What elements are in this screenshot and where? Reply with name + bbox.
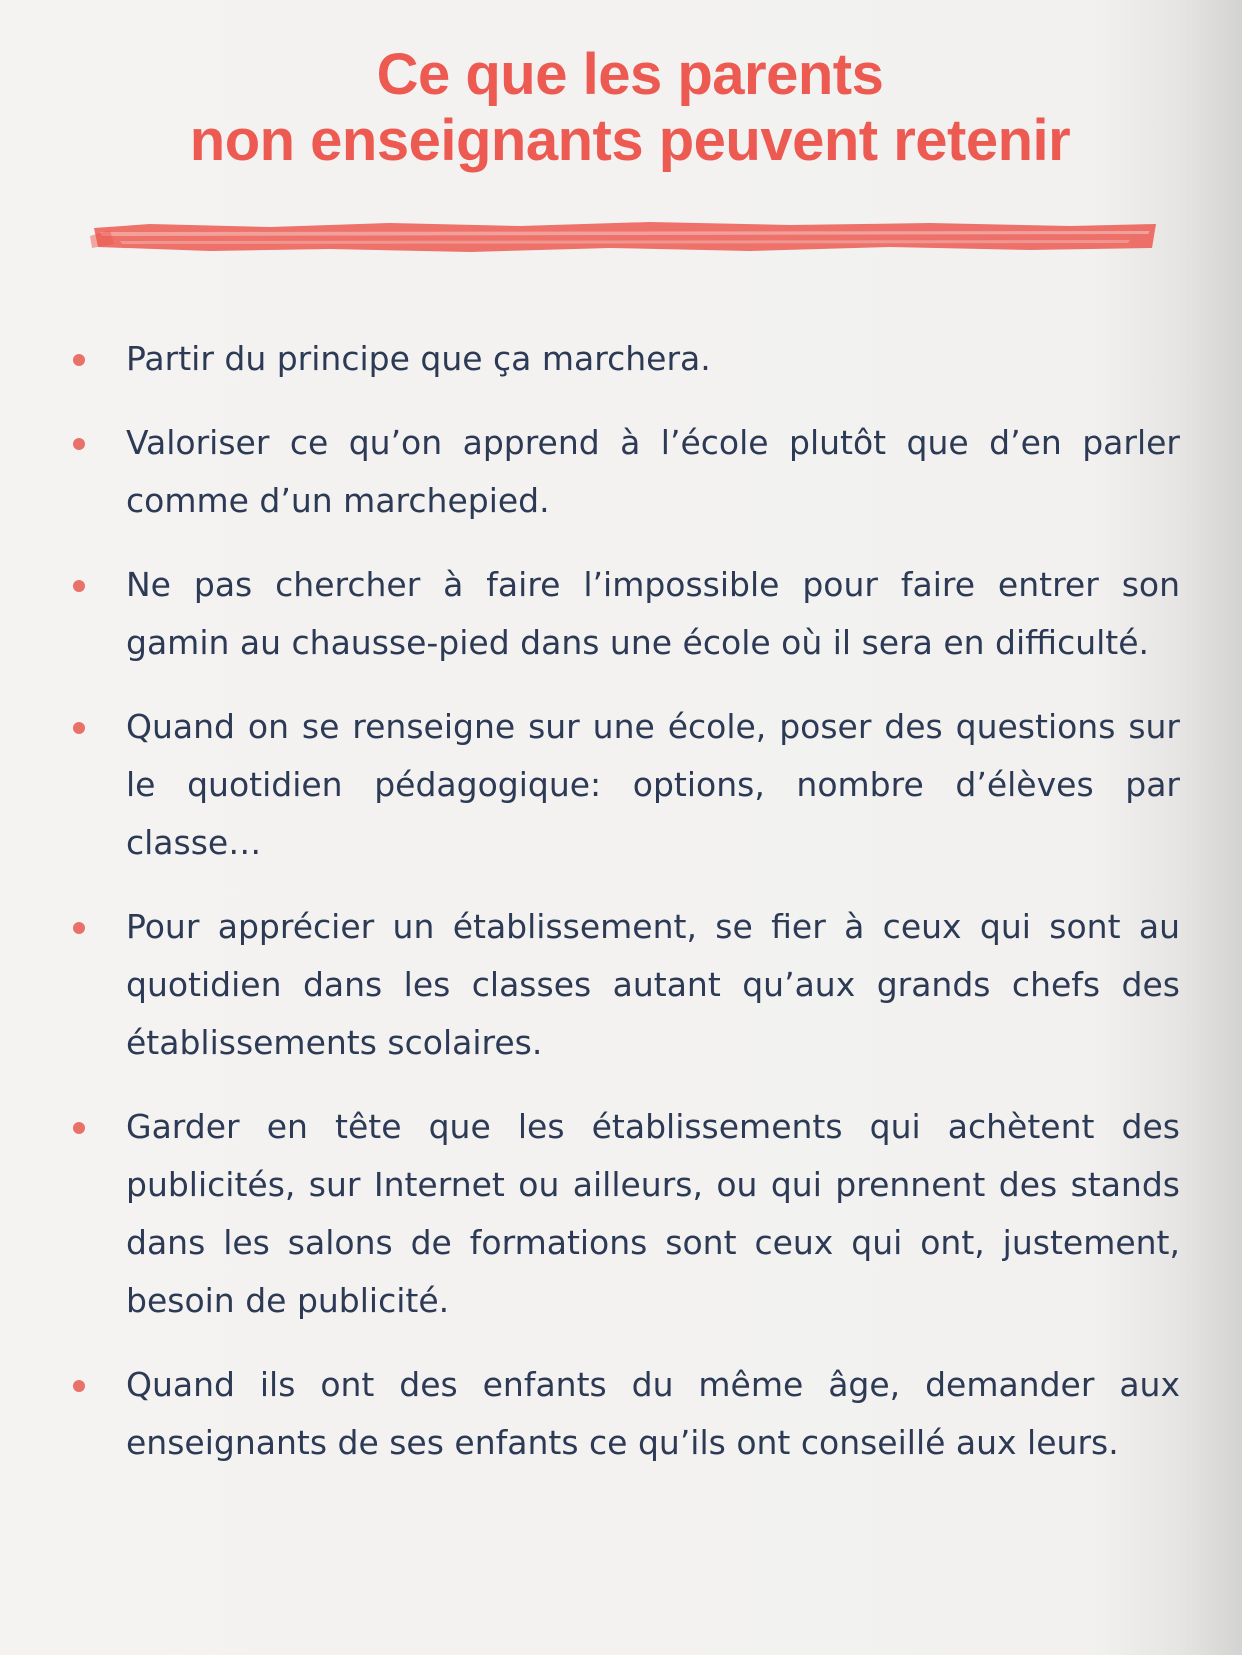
list-item: [60, 1356, 1180, 1472]
title-line-1: Ce que les parents: [376, 42, 884, 107]
advice-list: [60, 330, 1180, 1498]
list-item: [60, 556, 1180, 672]
bullet-icon: [73, 1122, 85, 1134]
list-item: [60, 698, 1180, 872]
list-item-text: Partir du principe que ça marchera.: [126, 339, 711, 378]
list-item-text: Valoriser ce qu’on apprend à l’école plutôt que d’en parler comme d’un marchepied.: [126, 423, 1180, 520]
list-item: [60, 330, 1180, 388]
bullet-icon: [73, 438, 85, 450]
list-item-text: Pour apprécier un établissement, se fier à ceux qui sont au quotidien dans les classes autant qu’aux grands chefs des établissements scolaires.: [126, 907, 1180, 1062]
list-item-text: Quand on se renseigne sur une école, poser des questions sur le quotidien pédagogique: options, nombre d’élèves par classe…: [126, 707, 1180, 862]
bullet-icon: [73, 722, 85, 734]
page-title: [70, 42, 1190, 174]
list-item-text: Ne pas chercher à faire l’impossible pour faire entrer son gamin au chausse-pied dans une école où il sera en difficulté.: [126, 565, 1180, 662]
list-item-text: Quand ils ont des enfants du même âge, demander aux enseignants de ses enfants ce qu’ils ont conseillé aux leurs.: [126, 1365, 1180, 1462]
bullet-icon: [73, 1380, 85, 1392]
bullet-icon: [73, 580, 85, 592]
title-line-2: non enseignants peuvent retenir: [189, 108, 1071, 173]
bullet-icon: [73, 922, 85, 934]
list-item: [60, 898, 1180, 1072]
bullet-icon: [73, 354, 85, 366]
list-item: [60, 414, 1180, 530]
list-item-text: Garder en tête que les établissements qui achètent des publicités, sur Internet ou ailleurs, ou qui prennent des stands dans les salons de formations sont ceux qui ont, justement, besoin de publicité.: [126, 1107, 1180, 1320]
brush-stroke-divider: [90, 214, 1160, 258]
list-item: [60, 1098, 1180, 1330]
